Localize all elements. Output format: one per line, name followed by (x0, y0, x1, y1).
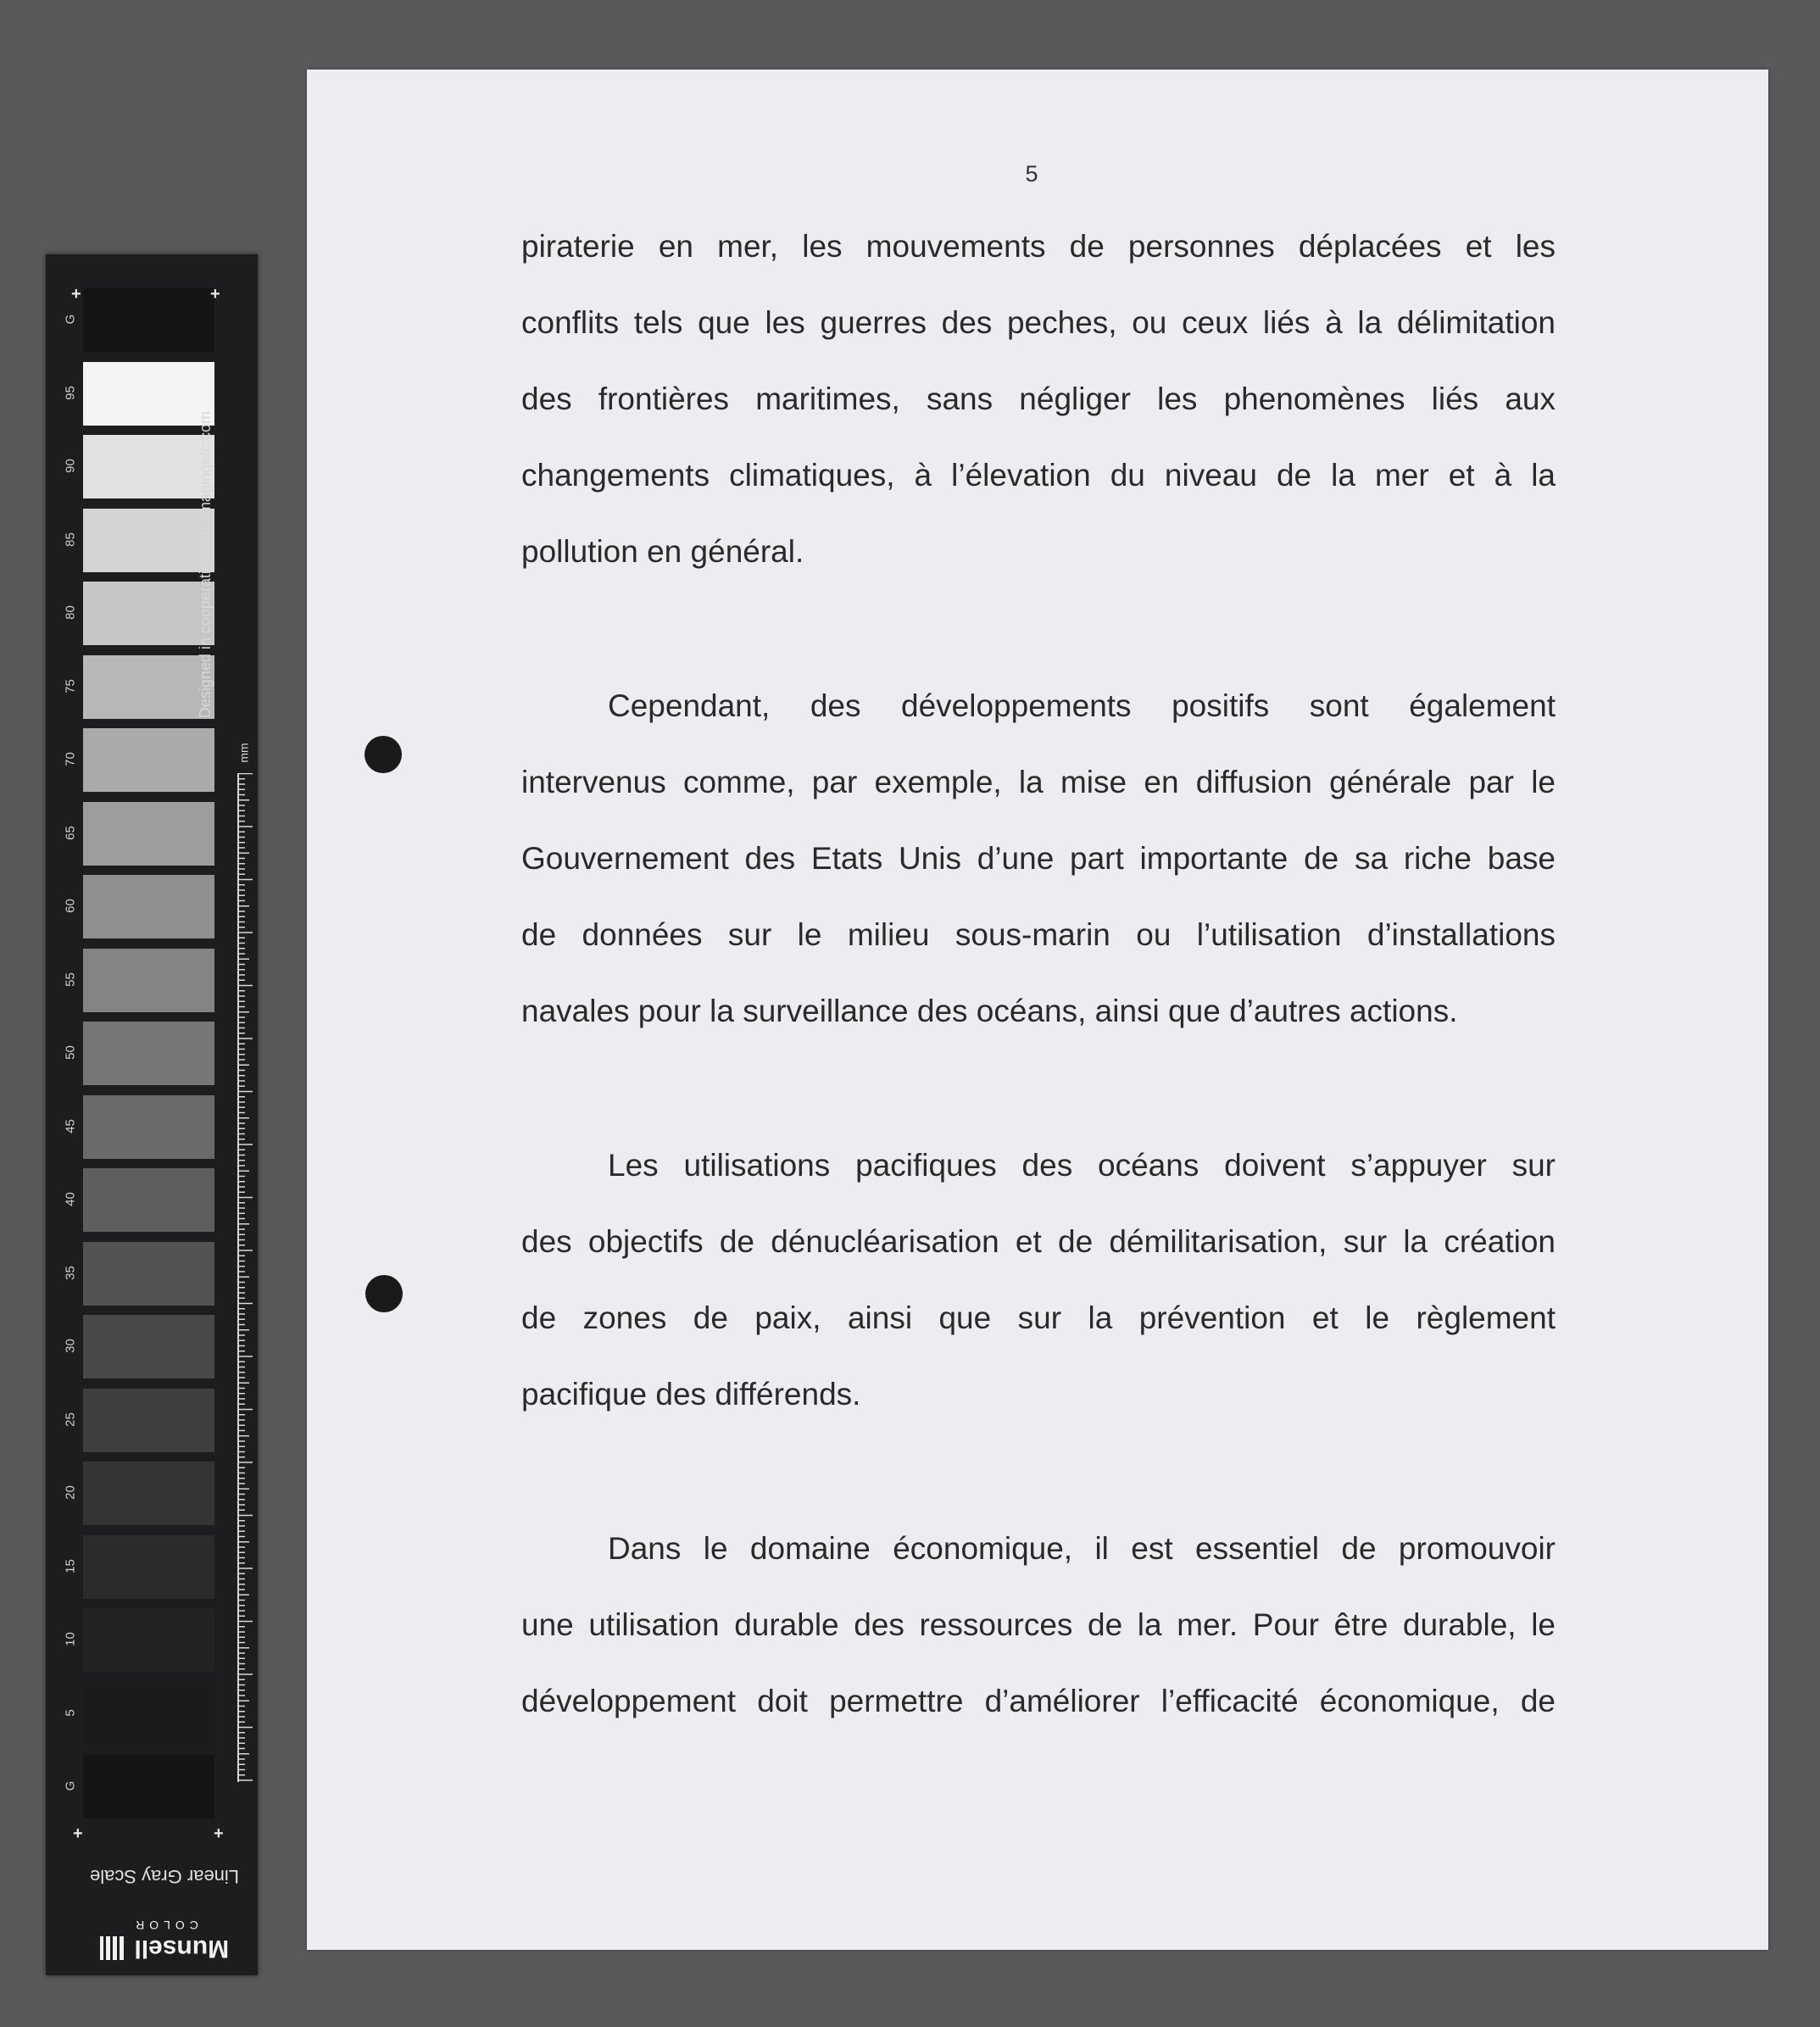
text-line: intervenus comme, par exemple, la mise en diffusion générale par le (521, 765, 1556, 799)
gray-patch (83, 1095, 214, 1159)
gray-patch (83, 1315, 214, 1378)
paragraph-4 (521, 1511, 1556, 1740)
text-line: des objectifs de dénucléarisation et de démilitarisation, sur la création (521, 1224, 1556, 1259)
gray-patch (83, 655, 214, 719)
gray-patch-label: 90 (63, 459, 78, 473)
paragraph-3 (521, 1128, 1556, 1433)
text-line: pacifique des différends. (521, 1377, 861, 1412)
gray-patch (83, 875, 214, 938)
gray-patch-label: G (63, 1780, 78, 1791)
text-line: une utilisation durable des ressources de la mer. Pour être durable, le (521, 1607, 1556, 1642)
gray-patch (83, 1242, 214, 1306)
gray-patch-label: 40 (63, 1192, 78, 1206)
text-line: changements climatiques, à l’élevation du niveau de la mer et à la (521, 458, 1556, 493)
gray-patch (83, 582, 214, 645)
gray-patch-label: 75 (63, 678, 78, 693)
gray-patch-label: 5 (63, 1708, 78, 1717)
gray-patch-label: 10 (63, 1632, 78, 1646)
registration-mark: + (210, 285, 220, 303)
gray-patch (83, 1608, 214, 1672)
document-page (307, 70, 1768, 1950)
punch-hole (365, 1275, 403, 1312)
paragraph-2 (521, 668, 1556, 1050)
text-line: de données sur le milieu sous-marin ou l’utilisation d’installations (521, 917, 1556, 952)
gray-patch (83, 435, 214, 498)
gray-patch-label: 30 (63, 1339, 78, 1353)
gray-patch (83, 1535, 214, 1599)
text-line: des frontières maritimes, sans négliger les phenomènes liés aux (521, 381, 1556, 416)
text-line: conflits tels que les guerres des peches, ou ceux liés à la délimitation (521, 305, 1556, 340)
ruler-unit: mm (237, 743, 251, 763)
munsell-grid-icon (100, 1936, 124, 1960)
designed-by-credit: Designed in cooperation with imagingetc.com (197, 411, 214, 719)
registration-mark: + (71, 285, 81, 303)
registration-mark: + (73, 1824, 83, 1843)
text-line: développement doit permettre d’améliorer l’efficacité économique, de (521, 1684, 1556, 1718)
text-line: Les utilisations pacifiques des océans doivent s’appuyer sur (608, 1148, 1556, 1183)
gray-patch-label: 35 (63, 1265, 78, 1280)
punch-hole (365, 736, 402, 773)
registration-mark: + (214, 1824, 224, 1843)
gray-patch (83, 1755, 214, 1818)
gray-patch-label: 65 (63, 825, 78, 840)
text-line: de zones de paix, ainsi que sur la prévention et le règlement (521, 1300, 1556, 1335)
gray-patch (83, 949, 214, 1012)
paragraph-1 (521, 209, 1556, 590)
gray-patch-label: 60 (63, 899, 78, 913)
grayscale-title: Linear Gray Scale (89, 1866, 240, 1887)
grayscale-card (46, 254, 258, 1975)
gray-patch (83, 1168, 214, 1232)
text-line: Gouvernement des Etats Unis d’une part importante de sa riche base (521, 841, 1556, 876)
gray-patch (83, 1462, 214, 1525)
gray-patch-label: 85 (63, 532, 78, 547)
gray-patch-label: G (63, 314, 78, 325)
gray-patch-label: 45 (63, 1118, 78, 1133)
gray-patch (83, 802, 214, 866)
gray-patch-label: 25 (63, 1412, 78, 1427)
text-line: pollution en général. (521, 534, 804, 569)
gray-patch (83, 1022, 214, 1085)
text-line: Dans le domaine économique, il est essentiel de promouvoir (608, 1531, 1556, 1566)
gray-patch-label: 50 (63, 1045, 78, 1060)
gray-patch (83, 1389, 214, 1452)
brand-name: Munsell (134, 1935, 230, 1963)
gray-patch-label: 20 (63, 1485, 78, 1500)
gray-patch-label: 55 (63, 972, 78, 987)
gray-patch-label: 95 (63, 385, 78, 400)
gray-patch (83, 288, 214, 352)
text-line: Cependant, des développements positifs sont également (608, 688, 1556, 723)
page-number: 5 (1025, 161, 1038, 187)
gray-patch-label: 70 (63, 752, 78, 766)
gray-patch-label: 15 (63, 1558, 78, 1573)
gray-patch (83, 728, 214, 792)
mm-ruler (237, 773, 261, 1782)
brand-sub: COLOR (131, 1918, 198, 1932)
gray-patch (83, 509, 214, 572)
gray-patch (83, 1682, 214, 1746)
gray-patch (83, 362, 214, 426)
gray-patch-label: 80 (63, 605, 78, 620)
text-line: navales pour la surveillance des océans, ainsi que d’autres actions. (521, 994, 1458, 1028)
text-line: piraterie en mer, les mouvements de personnes déplacées et les (521, 229, 1556, 264)
munsell-logo (80, 1912, 249, 1963)
